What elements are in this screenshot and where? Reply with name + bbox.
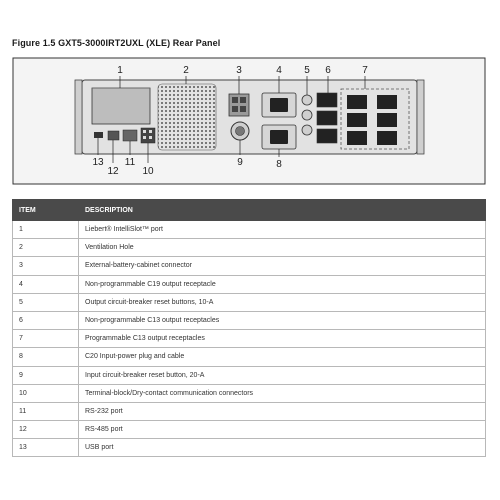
table-row [13, 311, 486, 329]
table-row [13, 384, 486, 402]
callout-9: 9 [237, 157, 243, 168]
callout-4: 4 [276, 65, 282, 76]
item-number: 6 [13, 311, 79, 329]
table-row [13, 293, 486, 311]
rs485-port [108, 131, 119, 140]
item-number: 5 [13, 293, 79, 311]
item-description: RS-232 port [79, 402, 486, 420]
item-description-table [12, 199, 486, 457]
item-description: USB port [79, 439, 486, 457]
item-number: 2 [13, 239, 79, 257]
c13-programmable-receptacle [377, 113, 397, 127]
c13-programmable-receptacle [377, 95, 397, 109]
table-row [13, 366, 486, 384]
item-description: External-battery-cabinet connector [79, 257, 486, 275]
output-breaker-button [302, 125, 312, 135]
c13-receptacle [317, 129, 337, 143]
callout-13: 13 [92, 157, 104, 168]
table-row [13, 275, 486, 293]
item-number: 13 [13, 439, 79, 457]
c13-programmable-receptacle [347, 95, 367, 109]
item-number: 3 [13, 257, 79, 275]
callout-8: 8 [276, 159, 282, 170]
usb-port [94, 132, 103, 138]
item-description: Ventilation Hole [79, 239, 486, 257]
callout-1: 1 [117, 65, 123, 76]
callout-6: 6 [325, 65, 331, 76]
item-description: Output circuit-breaker reset buttons, 10-A [79, 293, 486, 311]
rear-panel-diagram [12, 57, 486, 185]
item-description: Programmable C13 output receptacles [79, 330, 486, 348]
c13-programmable-receptacle [377, 131, 397, 145]
item-description: RS-485 port [79, 421, 486, 439]
table-row [13, 402, 486, 420]
header-item: ITEM [13, 200, 79, 221]
table-row [13, 239, 486, 257]
callout-2: 2 [183, 65, 189, 76]
item-description: Non-programmable C13 output receptacles [79, 311, 486, 329]
item-number: 11 [13, 402, 79, 420]
table-row [13, 439, 486, 457]
table-row [13, 257, 486, 275]
ventilation-hole [158, 84, 216, 150]
c13-receptacle [317, 93, 337, 107]
c13-programmable-receptacle [347, 131, 367, 145]
table-row [13, 421, 486, 439]
callout-11: 11 [124, 157, 136, 168]
c13-receptacle [317, 111, 337, 125]
item-description: Non-programmable C19 output receptacle [79, 275, 486, 293]
item-number: 12 [13, 421, 79, 439]
table-header-row [13, 200, 486, 221]
item-number: 10 [13, 384, 79, 402]
table-row [13, 348, 486, 366]
table-row [13, 330, 486, 348]
item-description: C20 Input-power plug and cable [79, 348, 486, 366]
callout-12: 12 [107, 166, 119, 177]
output-breaker-button [302, 110, 312, 120]
item-description: Liebert® IntelliSlot™ port [79, 221, 486, 239]
callout-10: 10 [142, 166, 154, 177]
item-number: 9 [13, 366, 79, 384]
item-number: 8 [13, 348, 79, 366]
output-breaker-button [302, 95, 312, 105]
table-row [13, 221, 486, 239]
intellislot-port [92, 88, 150, 124]
item-number: 7 [13, 330, 79, 348]
c13-programmable-receptacle [347, 113, 367, 127]
item-description: Input circuit-breaker reset button, 20-A [79, 366, 486, 384]
callout-3: 3 [236, 65, 242, 76]
header-description: DESCRIPTION [79, 200, 486, 221]
callout-5: 5 [304, 65, 310, 76]
rs232-port [123, 130, 137, 141]
item-description: Terminal-block/Dry-contact communication connectors [79, 384, 486, 402]
item-number: 1 [13, 221, 79, 239]
figure-title: Figure 1.5 GXT5-3000IRT2UXL (XLE) Rear Panel [12, 38, 221, 48]
item-number: 4 [13, 275, 79, 293]
callout-7: 7 [362, 65, 368, 76]
